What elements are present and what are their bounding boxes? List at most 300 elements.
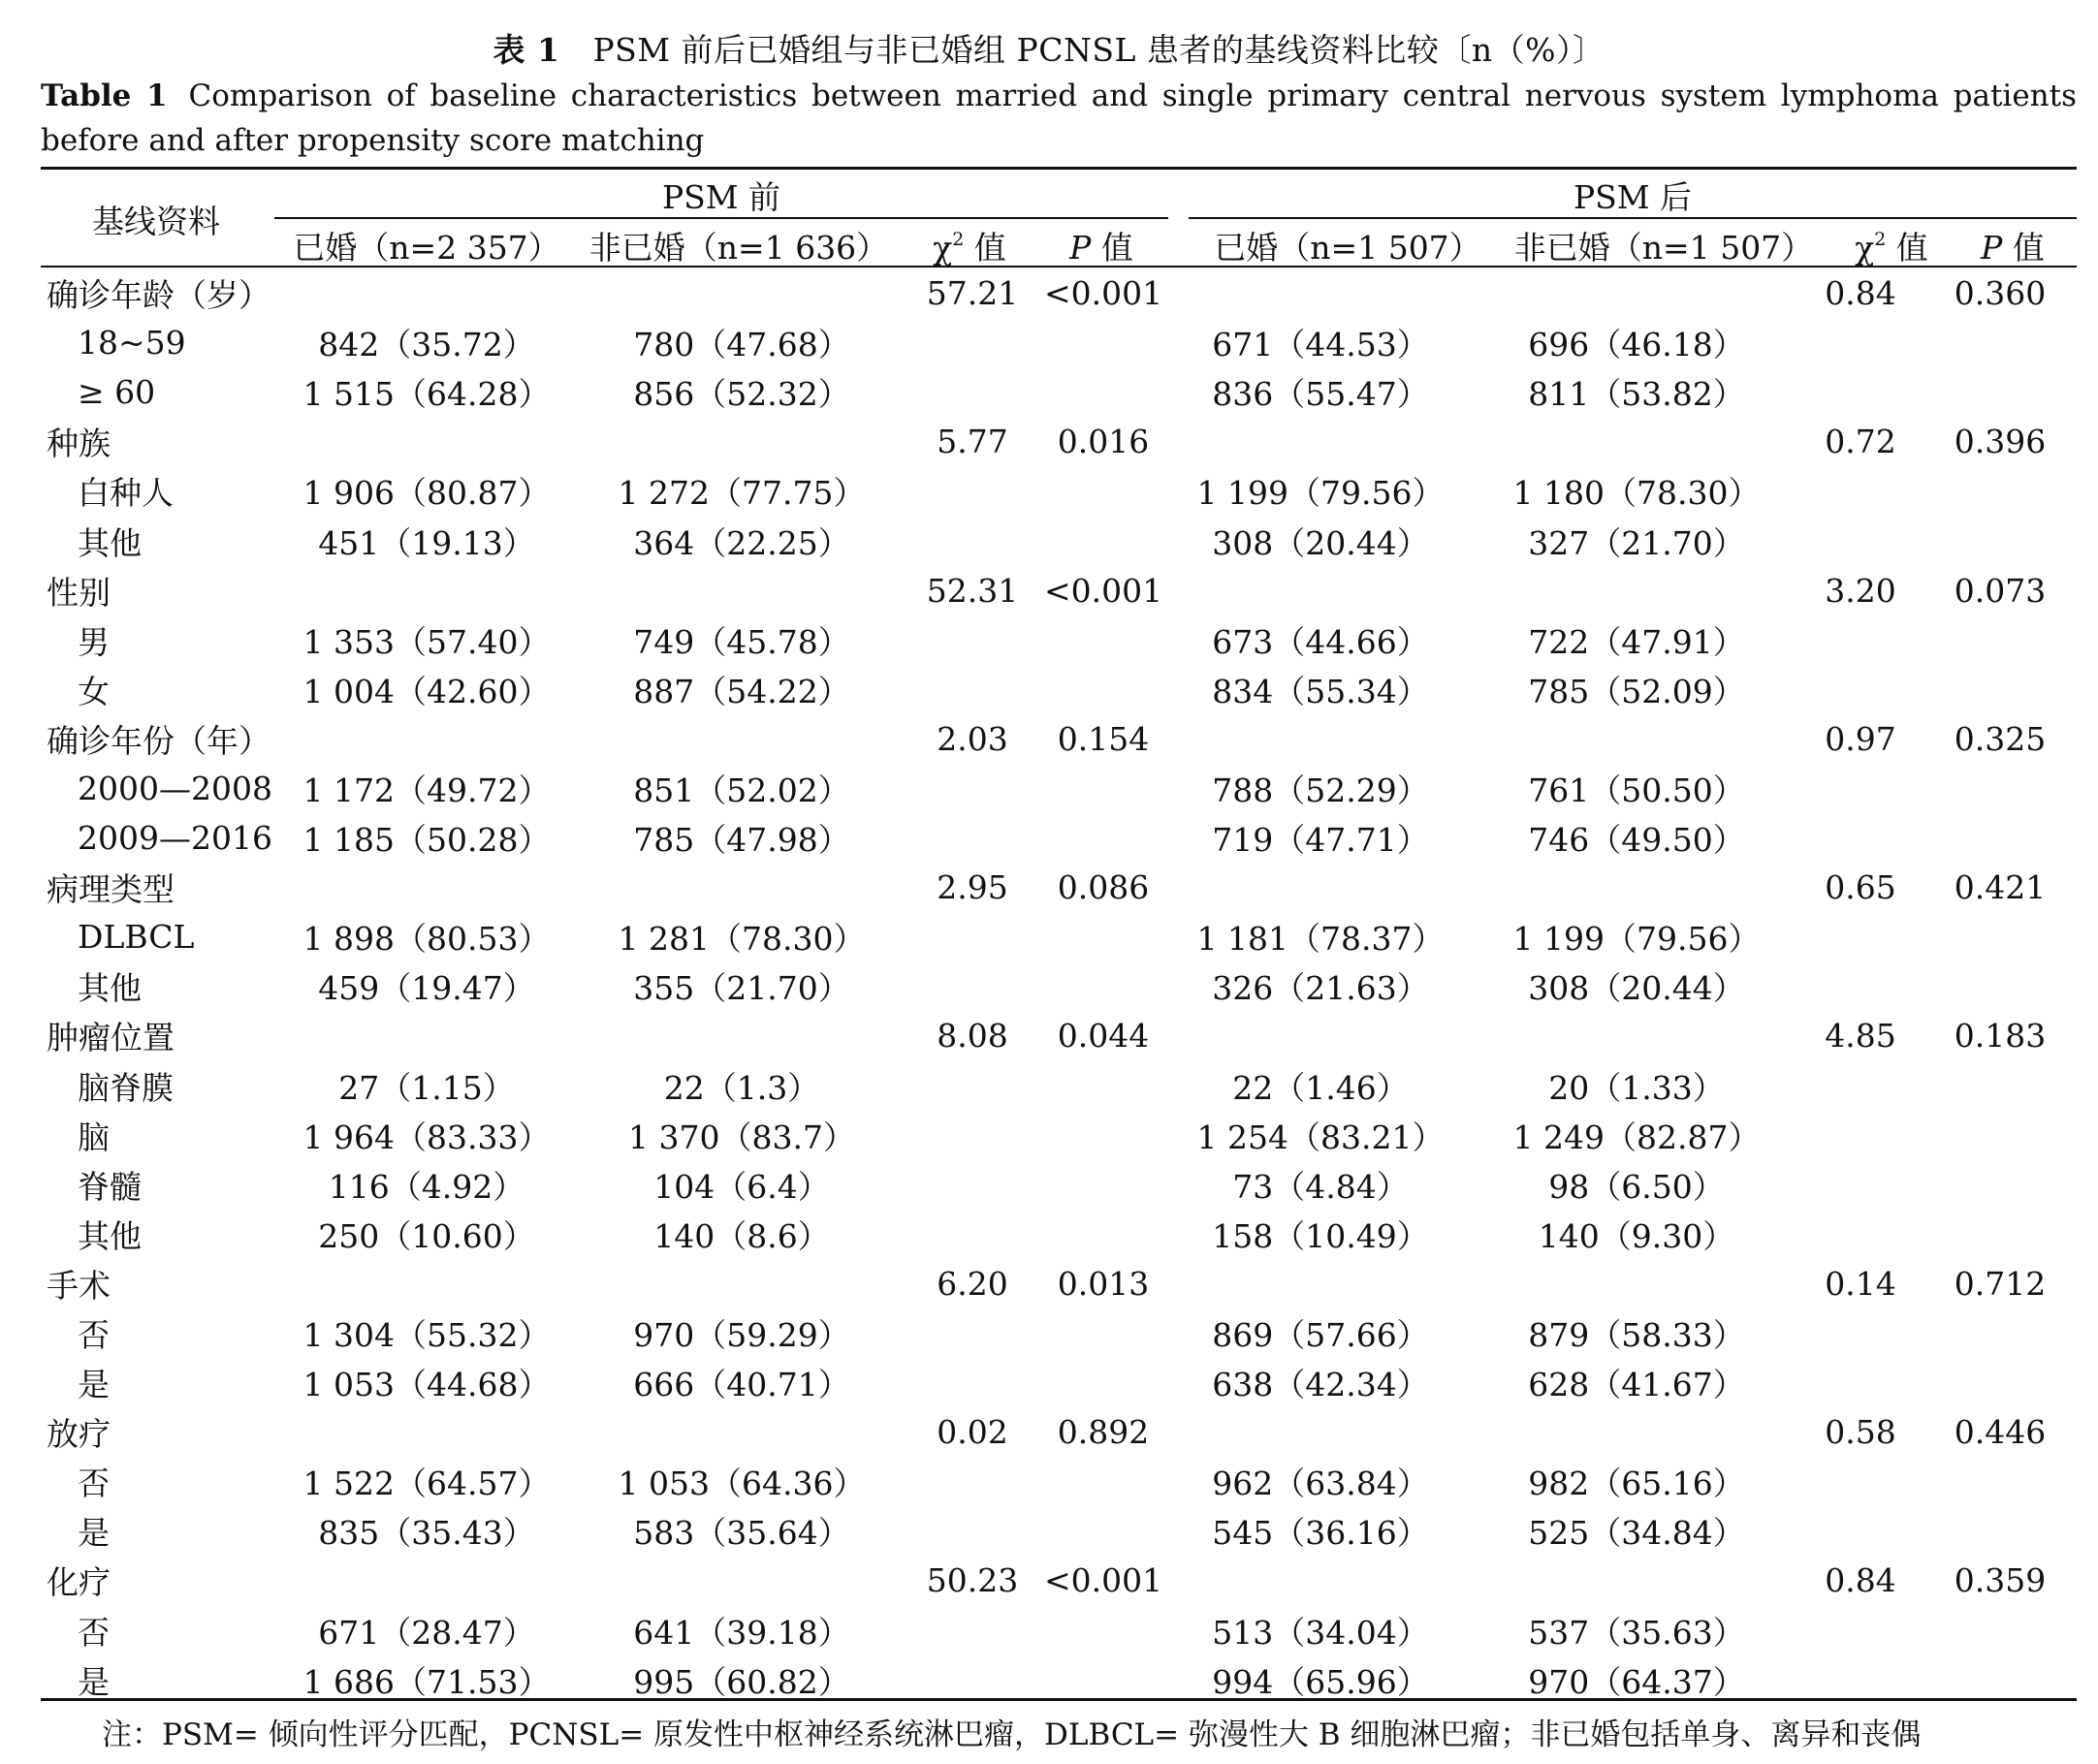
chi-before-cell: 50.23 <box>926 1561 1019 1600</box>
single-before-cell: 22（1.3） <box>663 1068 820 1107</box>
p-before-cell <box>1041 1606 1165 1655</box>
row-label: 放疗 <box>47 1415 111 1454</box>
chi-after-cell <box>1797 1358 1923 1407</box>
header-psm-before: PSM 前 <box>661 178 781 216</box>
p-after-cell: 0.396 <box>1954 423 2047 461</box>
married-after-cell <box>1165 1011 1476 1060</box>
p-after-cell <box>1923 813 2077 863</box>
chi-after-cell <box>1797 1308 1923 1358</box>
single-after-cell: 761（50.50） <box>1528 771 1745 809</box>
p-after-cell: 0.421 <box>1954 868 2047 907</box>
table-row <box>41 961 2077 1011</box>
row-label: 化疗 <box>47 1563 111 1602</box>
chi-after-cell: 0.14 <box>1825 1264 1896 1303</box>
single-after-cell: 20（1.33） <box>1548 1068 1725 1107</box>
table-row <box>41 318 2077 367</box>
chi-after-cell <box>1797 1061 1923 1111</box>
row-label: 病理类型 <box>47 870 175 909</box>
p-suffix: 值 <box>1091 229 1133 267</box>
chi-after-cell <box>1797 1210 1923 1259</box>
p-before-cell: 0.013 <box>1057 1264 1150 1303</box>
p-before-cell: 0.086 <box>1057 868 1150 907</box>
row-label: 种族 <box>47 425 111 463</box>
chi-before-cell <box>904 1457 1041 1506</box>
baseline-table <box>41 268 2077 1705</box>
table-row <box>41 1160 2077 1210</box>
chi-after-cell: 0.97 <box>1825 719 1896 758</box>
chi-after-cell <box>1797 1606 1923 1655</box>
single-after-cell: 98（6.50） <box>1548 1167 1725 1206</box>
single-before-cell: 970（59.29） <box>633 1316 850 1355</box>
p-after-cell <box>1923 1358 2077 1407</box>
p-before-cell <box>1041 367 1165 417</box>
table-title-en: Comparison of baseline characteristics between married and single primary central nervous system lymphoma patients before and after propensity score matching <box>41 79 2077 158</box>
row-label: 其他 <box>78 523 142 562</box>
chi-before-cell <box>904 665 1041 714</box>
single-after-cell <box>1476 268 1797 318</box>
chi-before-cell: 2.03 <box>937 719 1008 758</box>
chi-before-cell <box>904 912 1041 961</box>
single-after-cell <box>1476 1407 1797 1457</box>
chi-before-cell <box>904 764 1041 813</box>
table-caption-en <box>41 74 2077 163</box>
married-before-cell: 451（19.13） <box>318 523 535 562</box>
table-caption-cn <box>0 25 2098 71</box>
chi-before-cell <box>904 1160 1041 1210</box>
married-before-cell: 1 686（71.53） <box>302 1662 551 1701</box>
single-before-cell: 785（47.98） <box>633 821 850 860</box>
row-label: 手术 <box>47 1266 111 1305</box>
p-before-cell: <0.001 <box>1043 571 1163 610</box>
row-label: 否 <box>78 1465 110 1503</box>
chi-before-cell <box>904 466 1041 516</box>
p-before-cell <box>1041 764 1165 813</box>
p-before-cell <box>1041 1358 1165 1407</box>
table-row <box>41 665 2077 714</box>
table-row <box>41 1111 2077 1160</box>
married-before-cell: 1 185（50.28） <box>302 821 551 860</box>
married-after-cell: 869（57.66） <box>1212 1316 1429 1355</box>
chi-after-cell <box>1797 318 1923 367</box>
p-before-cell: 0.016 <box>1057 423 1150 461</box>
married-after-cell: 673（44.66） <box>1212 622 1429 661</box>
married-before-cell <box>273 1556 580 1605</box>
p-after-cell: 0.073 <box>1954 571 2047 610</box>
header-chi-before <box>933 223 1006 268</box>
header-psm-after: PSM 后 <box>1573 178 1693 216</box>
married-after-cell: 513（34.04） <box>1212 1613 1429 1652</box>
single-after-cell: 327（21.70） <box>1528 523 1745 562</box>
married-after-cell <box>1165 714 1476 764</box>
p-before-cell <box>1041 318 1165 367</box>
married-before-cell: 459（19.47） <box>318 969 535 1008</box>
married-after-cell <box>1165 1556 1476 1605</box>
chi-before-cell <box>904 318 1041 367</box>
row-label: 是 <box>78 1366 110 1404</box>
single-after-cell: 537（35.63） <box>1528 1613 1745 1652</box>
p-before-cell <box>1041 1655 1165 1705</box>
row-label: 是 <box>78 1514 110 1553</box>
married-after-cell: 326（21.63） <box>1212 969 1429 1008</box>
married-before-cell: 250（10.60） <box>318 1216 535 1255</box>
married-after-cell: 962（63.84） <box>1212 1465 1429 1503</box>
married-before-cell: 1 004（42.60） <box>302 672 551 710</box>
single-before-cell: 851（52.02） <box>633 771 850 809</box>
top-rule <box>41 167 2077 170</box>
single-before-cell: 856（52.32） <box>633 375 850 414</box>
table-group-row <box>41 1407 2077 1457</box>
married-after-cell: 1 199（79.56） <box>1196 474 1445 513</box>
single-before-cell <box>580 417 904 466</box>
married-after-cell: 834（55.34） <box>1212 672 1429 710</box>
p-before-cell: 0.044 <box>1057 1017 1150 1055</box>
p-after-cell <box>1923 466 2077 516</box>
p-after-cell <box>1923 764 2077 813</box>
single-before-cell <box>580 268 904 318</box>
chi-after-cell: 0.84 <box>1825 274 1896 313</box>
married-after-cell <box>1165 417 1476 466</box>
p-before-cell: <0.001 <box>1043 1561 1163 1600</box>
p-after-cell <box>1923 1457 2077 1506</box>
married-after-cell: 994（65.96） <box>1212 1662 1429 1701</box>
single-before-cell: 887（54.22） <box>633 672 850 710</box>
single-before-cell <box>580 714 904 764</box>
table-group-row <box>41 566 2077 615</box>
chi-symbol: χ <box>933 229 953 267</box>
p-before-cell: 0.154 <box>1057 719 1150 758</box>
married-before-cell <box>273 1259 580 1308</box>
chi-after-cell <box>1797 1506 1923 1556</box>
single-after-cell: 722（47.91） <box>1528 622 1745 661</box>
chi-before-cell <box>904 813 1041 863</box>
single-after-cell: 525（34.84） <box>1528 1514 1745 1553</box>
row-label: 其他 <box>78 1216 142 1255</box>
married-before-cell: 1 515（64.28） <box>302 375 551 414</box>
married-after-cell: 545（36.16） <box>1212 1514 1429 1553</box>
married-before-cell <box>273 1407 580 1457</box>
single-before-cell: 364（22.25） <box>633 523 850 562</box>
p-after-cell <box>1923 1506 2077 1556</box>
chi-before-cell: 8.08 <box>937 1017 1008 1055</box>
single-before-cell: 995（60.82） <box>633 1662 850 1701</box>
p-before-cell <box>1041 1061 1165 1111</box>
married-after-cell <box>1165 268 1476 318</box>
married-before-cell: 27（1.15） <box>338 1068 515 1107</box>
married-before-cell: 116（4.92） <box>328 1167 525 1206</box>
table-row <box>41 1210 2077 1259</box>
p-after-cell <box>1923 912 2077 961</box>
chi-before-cell <box>904 516 1041 565</box>
header-married-before: 已婚（n=2 357） <box>293 229 560 267</box>
single-after-cell: 982（65.16） <box>1528 1465 1745 1503</box>
header-baseline: 基线资料 <box>92 203 220 240</box>
married-after-cell: 1 254（83.21） <box>1196 1118 1445 1156</box>
married-before-cell <box>273 863 580 912</box>
chi-after-cell <box>1797 1111 1923 1160</box>
p-before-cell <box>1041 1111 1165 1160</box>
p-after-cell: 0.325 <box>1954 719 2047 758</box>
single-before-cell: 1 272（77.75） <box>618 474 866 513</box>
chi-before-cell <box>904 1655 1041 1705</box>
single-before-cell <box>580 566 904 615</box>
p-before-cell <box>1041 665 1165 714</box>
married-before-cell: 1 964（83.33） <box>302 1118 551 1156</box>
p-after-cell <box>1923 516 2077 565</box>
row-label: 男 <box>78 622 110 661</box>
table-body <box>41 268 2077 1705</box>
chi-before-cell <box>904 961 1041 1011</box>
p-after-cell: 0.712 <box>1954 1264 2047 1303</box>
table-group-row <box>41 1011 2077 1060</box>
married-before-cell: 835（35.43） <box>318 1514 535 1553</box>
single-after-cell: 746（49.50） <box>1528 821 1745 860</box>
single-before-cell: 1 281（78.30） <box>618 920 866 959</box>
chi-before-cell: 5.77 <box>937 423 1008 461</box>
single-before-cell: 780（47.68） <box>633 326 850 364</box>
chi-after-cell <box>1797 1457 1923 1506</box>
chi-symbol: χ <box>1855 229 1875 267</box>
single-before-cell: 583（35.64） <box>633 1514 850 1553</box>
p-before-cell <box>1041 516 1165 565</box>
single-before-cell: 749（45.78） <box>633 622 850 661</box>
married-before-cell: 671（28.47） <box>318 1613 535 1652</box>
single-before-cell <box>580 1556 904 1605</box>
table-label-en: Table 1 <box>41 79 168 113</box>
married-before-cell <box>273 714 580 764</box>
chi-after-cell <box>1797 615 1923 665</box>
married-after-cell: 836（55.47） <box>1212 375 1429 414</box>
table-row <box>41 1457 2077 1506</box>
p-after-cell <box>1923 665 2077 714</box>
single-after-cell: 628（41.67） <box>1528 1366 1745 1404</box>
married-before-cell: 1 304（55.32） <box>302 1316 551 1355</box>
row-label: 脑脊膜 <box>78 1068 174 1107</box>
row-label: 性别 <box>47 573 111 612</box>
row-label: 脑 <box>78 1118 110 1156</box>
single-after-cell: 879（58.33） <box>1528 1316 1745 1355</box>
chi-after-cell: 0.72 <box>1825 423 1896 461</box>
married-before-cell: 1 172（49.72） <box>302 771 551 809</box>
single-after-cell: 1 199（79.56） <box>1512 920 1761 959</box>
p-before-cell <box>1041 813 1165 863</box>
table-row <box>41 1358 2077 1407</box>
p-before-cell: 0.892 <box>1057 1413 1150 1452</box>
married-after-cell: 22（1.46） <box>1232 1068 1409 1107</box>
header-p-after <box>1981 223 2045 268</box>
p-after-cell: 0.446 <box>1954 1413 2047 1452</box>
p-after-cell <box>1923 1606 2077 1655</box>
chi-before-cell: 52.31 <box>926 571 1019 610</box>
p-after-cell: 0.360 <box>1954 274 2047 313</box>
row-label: ≥ 60 <box>78 373 156 412</box>
single-before-cell: 140（8.6） <box>653 1216 830 1255</box>
chi-after-cell <box>1797 665 1923 714</box>
p-symbol: P <box>1981 229 2003 267</box>
chi-after-cell: 3.20 <box>1825 571 1896 610</box>
p-after-cell <box>1923 1210 2077 1259</box>
table-group-row <box>41 268 2077 318</box>
married-before-cell: 1 522（64.57） <box>302 1465 551 1503</box>
header-chi-after <box>1855 223 1928 268</box>
single-after-cell <box>1476 714 1797 764</box>
p-before-cell <box>1041 466 1165 516</box>
p-after-cell <box>1923 1655 2077 1705</box>
married-before-cell <box>273 268 580 318</box>
single-before-cell: 641（39.18） <box>633 1613 850 1652</box>
single-after-cell <box>1476 1556 1797 1605</box>
row-label: 女 <box>78 672 110 710</box>
married-after-cell <box>1165 1407 1476 1457</box>
single-after-cell <box>1476 566 1797 615</box>
table-row <box>41 615 2077 665</box>
table-row <box>41 1308 2077 1358</box>
chi-before-cell <box>904 367 1041 417</box>
chi-suffix: 值 <box>1886 229 1928 267</box>
married-after-cell: 158（10.49） <box>1212 1216 1429 1255</box>
single-before-cell <box>580 1259 904 1308</box>
row-label: 肿瘤位置 <box>47 1019 175 1057</box>
row-label: 否 <box>78 1316 110 1355</box>
chi-before-cell <box>904 1210 1041 1259</box>
single-before-cell: 355（21.70） <box>633 969 850 1008</box>
p-after-cell <box>1923 318 2077 367</box>
married-before-cell <box>273 417 580 466</box>
chi-before-cell <box>904 1606 1041 1655</box>
row-label: 确诊年份（年） <box>47 721 270 760</box>
chi-after-cell <box>1797 912 1923 961</box>
single-after-cell <box>1476 417 1797 466</box>
married-after-cell <box>1165 1259 1476 1308</box>
table-row <box>41 367 2077 417</box>
chi-superscript: 2 <box>1874 229 1887 250</box>
header-p-before <box>1069 223 1133 268</box>
p-after-cell: 0.359 <box>1954 1561 2047 1600</box>
single-after-cell <box>1476 1011 1797 1060</box>
table-row <box>41 1606 2077 1655</box>
p-before-cell <box>1041 961 1165 1011</box>
married-after-cell <box>1165 863 1476 912</box>
chi-after-cell: 4.85 <box>1825 1017 1896 1055</box>
chi-before-cell <box>904 1506 1041 1556</box>
row-label: 脊髓 <box>78 1167 142 1206</box>
p-after-cell <box>1923 1111 2077 1160</box>
table-row <box>41 1506 2077 1556</box>
header-single-after: 非已婚（n=1 507） <box>1513 229 1814 267</box>
single-after-cell: 140（9.30） <box>1538 1216 1735 1255</box>
chi-suffix: 值 <box>964 229 1006 267</box>
table-row <box>41 1061 2077 1111</box>
p-before-cell <box>1041 1160 1165 1210</box>
table-row <box>41 912 2077 961</box>
chi-after-cell <box>1797 764 1923 813</box>
row-label: 是 <box>78 1662 110 1701</box>
chi-before-cell: 2.95 <box>937 868 1008 907</box>
p-after-cell: 0.183 <box>1954 1017 2047 1055</box>
table-group-row <box>41 863 2077 912</box>
married-before-cell <box>273 1011 580 1060</box>
table-row <box>41 516 2077 565</box>
p-before-cell <box>1041 1210 1165 1259</box>
p-before-cell <box>1041 912 1165 961</box>
chi-after-cell <box>1797 961 1923 1011</box>
single-before-cell: 666（40.71） <box>633 1366 850 1404</box>
p-before-cell <box>1041 615 1165 665</box>
row-label: 2000—2008 <box>78 769 272 807</box>
row-label: DLBCL <box>78 918 195 957</box>
single-before-cell <box>580 863 904 912</box>
married-before-cell: 1 053（44.68） <box>302 1366 551 1404</box>
single-after-cell: 1 249（82.87） <box>1512 1118 1761 1156</box>
header-single-before: 非已婚（n=1 636） <box>588 229 889 267</box>
chi-after-cell: 0.65 <box>1825 868 1896 907</box>
p-after-cell <box>1923 961 2077 1011</box>
table-group-row <box>41 417 2077 466</box>
single-before-cell <box>580 1011 904 1060</box>
single-before-cell <box>580 1407 904 1457</box>
p-after-cell <box>1923 367 2077 417</box>
p-before-cell <box>1041 1457 1165 1506</box>
chi-after-cell: 0.58 <box>1825 1413 1896 1452</box>
table-group-row <box>41 714 2077 764</box>
married-before-cell: 1 353（57.40） <box>302 622 551 661</box>
single-after-cell: 308（20.44） <box>1528 969 1745 1008</box>
chi-before-cell <box>904 1358 1041 1407</box>
chi-before-cell <box>904 1061 1041 1111</box>
married-before-cell: 1 898（80.53） <box>302 920 551 959</box>
chi-before-cell <box>904 1308 1041 1358</box>
married-after-cell: 671（44.53） <box>1212 326 1429 364</box>
chi-after-cell <box>1797 1655 1923 1705</box>
chi-after-cell <box>1797 466 1923 516</box>
p-symbol: P <box>1069 229 1092 267</box>
row-label: 否 <box>78 1613 110 1652</box>
married-after-cell: 308（20.44） <box>1212 523 1429 562</box>
single-before-cell: 1 370（83.7） <box>628 1118 855 1156</box>
chi-after-cell <box>1797 1160 1923 1210</box>
married-after-cell: 638（42.34） <box>1212 1366 1429 1404</box>
chi-after-cell <box>1797 367 1923 417</box>
married-after-cell: 788（52.29） <box>1212 771 1429 809</box>
married-before-cell: 842（35.72） <box>318 326 535 364</box>
single-after-cell <box>1476 1259 1797 1308</box>
row-label: 2009—2016 <box>78 819 272 858</box>
table-label-cn: 表 1 <box>493 31 560 69</box>
married-before-cell <box>273 566 580 615</box>
single-after-cell: 970（64.37） <box>1528 1662 1745 1701</box>
row-label: 确诊年龄（岁） <box>47 276 270 315</box>
married-before-cell: 1 906（80.87） <box>302 474 551 513</box>
chi-before-cell <box>904 1111 1041 1160</box>
single-before-cell: 104（6.4） <box>653 1167 830 1206</box>
single-after-cell: 811（53.82） <box>1528 375 1745 414</box>
p-after-cell <box>1923 1061 2077 1111</box>
table-row <box>41 466 2077 516</box>
p-after-cell <box>1923 615 2077 665</box>
table-group-row <box>41 1259 2077 1308</box>
chi-before-cell: 6.20 <box>937 1264 1008 1303</box>
header-married-after: 已婚（n=1 507） <box>1214 229 1481 267</box>
chi-superscript: 2 <box>952 229 965 250</box>
row-label: 18~59 <box>78 324 186 362</box>
single-before-cell: 1 053（64.36） <box>618 1465 866 1503</box>
table-footnote: 注：PSM= 倾向性评分匹配，PCNSL= 原发性中枢神经系统淋巴瘤，DLBCL= 弥漫性大 B 细胞淋巴瘤；非已婚包括单身、离异和丧偶 <box>102 1717 1922 1752</box>
chi-after-cell <box>1797 813 1923 863</box>
table-title-cn: PSM 前后已婚组与非已婚组 PCNSL 患者的基线资料比较〔n（%）〕 <box>592 31 1605 69</box>
chi-after-cell: 0.84 <box>1825 1561 1896 1600</box>
p-after-cell <box>1923 1160 2077 1210</box>
table-row <box>41 1655 2077 1705</box>
married-after-cell: 1 181（78.37） <box>1196 920 1445 959</box>
